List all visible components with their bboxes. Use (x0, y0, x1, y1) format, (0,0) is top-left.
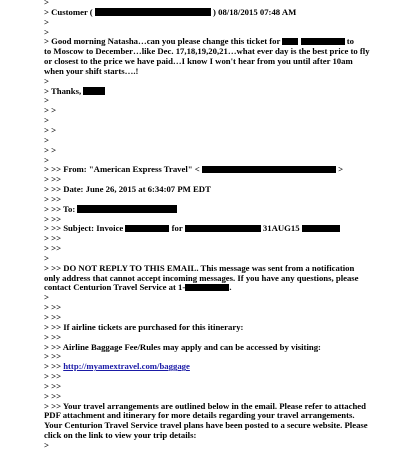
email-line (44, 106, 370, 116)
email-line (44, 205, 370, 215)
email-text: > >> (44, 381, 62, 391)
email-text: only address that cannot accept incoming messages. If you have any questions, please (44, 273, 359, 283)
email-text: to (344, 37, 354, 47)
redaction-block (302, 225, 340, 233)
email-text: contact Centurion Travel Service at 1- (44, 283, 186, 293)
email-text: > (44, 155, 49, 165)
email-text: Your Centurion Travel Service travel plans have been posted to a secure website. Please (44, 421, 368, 431)
email-line (44, 175, 370, 185)
email-line (44, 293, 370, 303)
email-text: > >> (44, 391, 62, 401)
redaction-block (83, 87, 105, 95)
email-text: > (44, 293, 49, 303)
email-line (44, 156, 370, 166)
email-text: > (44, 96, 49, 106)
email-text: > > (44, 106, 57, 116)
email-text: > >> (44, 214, 62, 224)
email-text: ) 08/18/2015 07:48 AM (210, 7, 297, 17)
email-text: when your shift starts….! (44, 66, 139, 76)
email-line (44, 392, 370, 402)
email-text: 31AUG15 (260, 224, 302, 234)
email-line (44, 96, 370, 106)
email-line (44, 254, 370, 264)
email-text: or closest to the price we have paid…I know I won't hear from you until after 10am (44, 57, 353, 67)
email-line (44, 283, 370, 293)
email-text: > >> Subject: Invoice (44, 224, 126, 234)
email-text: for (169, 224, 185, 234)
email-text: . (229, 283, 232, 293)
email-line (44, 28, 370, 38)
email-line (44, 57, 370, 67)
email-text: > >> From: "American Express Travel" < (44, 165, 202, 175)
email-text: > >> (44, 352, 62, 362)
email-text: > >> (44, 194, 62, 204)
email-line (44, 67, 370, 77)
email-text: > (44, 0, 49, 7)
email-line (44, 146, 370, 156)
email-line (44, 215, 370, 225)
email-line (44, 185, 370, 195)
email-text: > >> Your travel arrangements are outlined below in the email. Please refer to attached (44, 401, 366, 411)
email-line (44, 303, 370, 313)
email-text: > Thanks, (44, 86, 84, 96)
email-text: > > (44, 145, 57, 155)
email-line (44, 362, 370, 372)
email-line (44, 244, 370, 254)
email-line (44, 343, 370, 353)
email-line (44, 77, 370, 87)
redaction-block (125, 225, 169, 233)
email-text: > (44, 253, 49, 263)
email-text: > (44, 27, 49, 37)
email-text: > Customer ( (44, 7, 95, 17)
email-text: > >> (44, 303, 62, 313)
email-line (44, 18, 370, 28)
email-text: > >> (44, 175, 62, 185)
email-text: > (44, 135, 49, 145)
email-line (44, 264, 370, 274)
redaction-block (95, 8, 211, 16)
email-line (44, 441, 370, 451)
email-line (44, 421, 370, 431)
email-text: > >> To: (44, 204, 78, 214)
email-line (44, 8, 370, 18)
email-line (44, 313, 370, 323)
email-text: > (44, 116, 49, 126)
email-line (44, 372, 370, 382)
redaction-block (185, 283, 232, 293)
email-line (44, 195, 370, 205)
email-line (44, 402, 370, 412)
email-text: > >> (44, 362, 64, 372)
redaction-block (77, 205, 177, 213)
email-line (44, 411, 370, 421)
email-text: > > (44, 125, 57, 135)
email-line (44, 382, 370, 392)
email-text: > (44, 440, 49, 450)
email-text: > (335, 165, 344, 175)
email-line (44, 274, 370, 284)
email-text: > >> (44, 313, 62, 322)
email-text: > (44, 76, 49, 86)
email-line (44, 126, 370, 136)
email-line (44, 165, 370, 175)
email-text: click on the link to view your trip details: (44, 431, 197, 441)
email-line (44, 87, 370, 97)
email-line (44, 333, 370, 343)
redaction-block (301, 38, 345, 46)
email-text: > >> Airline Baggage Fee/Rules may apply and can be accessed by visiting: (44, 342, 321, 352)
redaction-block (282, 38, 298, 46)
email-line (44, 234, 370, 244)
email-text: > (44, 17, 49, 27)
email-text: to Moscow to December…like Dec. 17,18,19,20,21…what ever day is the best price to fly (44, 47, 370, 57)
email-line (44, 323, 370, 333)
email-line (44, 224, 370, 234)
email-text: > >> (44, 372, 62, 382)
email-text: > Good morning Natasha…can you please change this ticket for (44, 37, 283, 47)
email-text: > >> (44, 332, 62, 342)
email-text: > >> If airline tickets are purchased for this itinerary: (44, 322, 244, 332)
email-line (44, 136, 370, 146)
email-text: > >> (44, 234, 62, 244)
email-line (44, 0, 370, 8)
email-line (44, 431, 370, 441)
baggage-link[interactable]: http://myamextravel.com/baggage (63, 362, 190, 372)
redaction-block (185, 225, 261, 233)
email-text: > >> Date: June 26, 2015 at 6:34:07 PM EDT (44, 185, 211, 195)
redaction-block (202, 166, 336, 174)
email-line (44, 47, 370, 57)
email-text: > >> (44, 244, 62, 254)
email-line (44, 37, 370, 47)
email-line (44, 352, 370, 362)
email-text: > >> DO NOT REPLY TO THIS EMAIL. This message was sent from a notification (44, 263, 355, 273)
email-line (44, 116, 370, 126)
email-text: PDF attachment and itinerary for more details regarding your travel arrangements. (44, 411, 355, 421)
